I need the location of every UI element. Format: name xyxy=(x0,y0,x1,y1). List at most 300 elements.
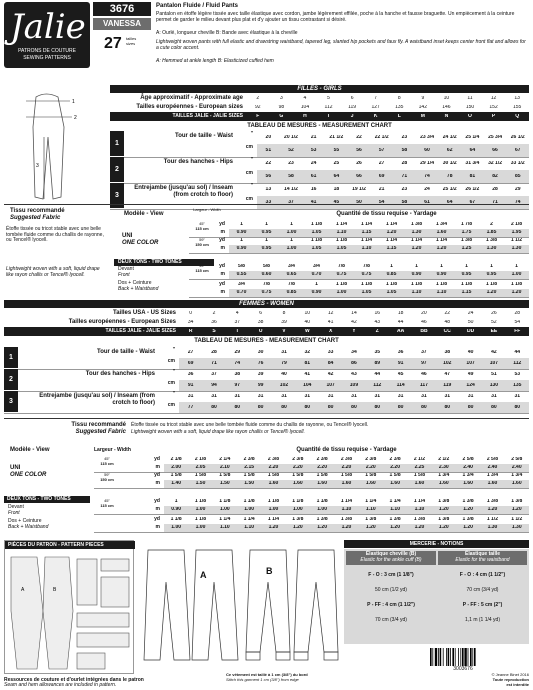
women-yard-cell: 1.10 xyxy=(341,507,352,513)
women-meas-cell: 37 xyxy=(421,349,427,355)
girls-meas-cell: 26 1/2 xyxy=(510,134,525,140)
women-yard-cell: 1 3/8 xyxy=(462,517,474,523)
women-jalie-cell: BB xyxy=(420,328,428,334)
women-meas-cell: 41 xyxy=(304,371,311,377)
girls-meas-cell: 23 xyxy=(288,160,294,166)
women-yard-cell: 2 5/8 xyxy=(486,457,498,463)
women-yard-unit: yd xyxy=(154,498,160,504)
women-yard-cell: 1 3/8 xyxy=(340,517,353,523)
women-yard-cell: 1 3/8 xyxy=(438,499,450,505)
girls-eu-cell: 142 xyxy=(418,104,427,110)
girls-yard-cell: 1.15 xyxy=(386,246,397,252)
girls-meas-cell: 22 xyxy=(265,160,272,166)
barcode-number: 3003676 xyxy=(453,666,473,672)
girls-yard-cell: 1 1/8 xyxy=(435,282,448,288)
women-meas-cell: 44 xyxy=(514,349,521,355)
women-yard-cell: 2 1/8 xyxy=(194,457,207,463)
girls-jalie-cell: M xyxy=(420,113,425,119)
girls-yard-unit: yd xyxy=(219,263,225,269)
women-meas-cell: 31 xyxy=(234,393,241,399)
women-yard-cell: 1 3/4 xyxy=(462,473,474,479)
women-us-cell: 2 xyxy=(212,310,216,316)
women-fabric-fr: Étoffe tissée ou tricot stable avec une belle tombée fluide comme du challis de rayonne, ou Tencel® lyocell. xyxy=(131,422,369,428)
women-eu-cell: 40 xyxy=(304,319,311,325)
women-yard-cell: 1.10 xyxy=(390,507,400,513)
women-meas-values xyxy=(179,380,529,391)
ankle-pff: P - FF : 4 cm (1 1/2") xyxy=(367,602,415,608)
girls-two-tones-band: DEUX TONS - TWO TONES xyxy=(114,259,214,266)
women-meas-cell: 45 xyxy=(397,371,404,377)
girls-yard-cell: 0.75 xyxy=(261,290,272,296)
girls-front-label xyxy=(118,267,134,278)
pattern-pieces-title: PIÈCES DU PATRON - PATTERN PIECES xyxy=(5,541,135,549)
women-jalie-cell: DD xyxy=(466,328,475,334)
girls-yard-cell: 7/8 xyxy=(263,282,270,288)
girls-meas-unit: cm xyxy=(245,196,253,202)
women-yard-cell: 1 3/4 xyxy=(511,473,523,479)
women-meas-cell: 80 xyxy=(421,404,427,410)
women-yard-cell: 1.20 xyxy=(438,525,449,531)
barcode-bar xyxy=(452,648,454,666)
women-yard-cell: 1.50 xyxy=(244,481,255,487)
women-yard-cell: 2 1/2 xyxy=(438,457,450,463)
women-meas-cell: 76 xyxy=(257,360,264,366)
row-divider xyxy=(94,488,529,489)
girls-yard-cell: 0.85 xyxy=(386,272,397,278)
stitch-note-en: Stitch this garment 1 cm (3/8") from edge xyxy=(226,677,299,682)
girls-meas-cell: 58 xyxy=(401,147,408,153)
women-us-cell: 0 xyxy=(189,310,193,316)
girls-meas-cell: 45 xyxy=(333,199,340,205)
view-b-label: B xyxy=(266,566,273,576)
women-meas-cell: 109 xyxy=(349,382,359,388)
women-eu-cell: 52 xyxy=(491,319,497,325)
women-section xyxy=(4,300,529,418)
girls-yard-cell: 1.25 xyxy=(461,246,472,252)
girls-yard-cell: 0.55 xyxy=(236,272,247,278)
girls-meas-cell: 20 xyxy=(265,134,272,140)
girls-jalie-sizes xyxy=(246,114,529,120)
women-eu-cell: 46 xyxy=(421,319,427,325)
girls-eu-cell: 135 xyxy=(395,104,404,110)
women-meas-cell: 107 xyxy=(489,360,499,366)
girls-jalie-cell: F xyxy=(256,113,260,119)
women-yard-cell: 1 1/2 xyxy=(486,517,498,523)
women-yard-cell: 2 1/8 xyxy=(170,457,182,463)
women-yard-cell: 2.40 xyxy=(487,465,498,471)
girls-front-fr: Devant xyxy=(118,266,134,272)
girls-meas-unit: " xyxy=(250,157,253,163)
girls-meas-cell: 64 xyxy=(333,173,340,179)
girls-uni-label: UNI xyxy=(122,233,133,239)
women-meas-cell: 29 xyxy=(234,349,241,355)
women-yard-cell: 2.30 xyxy=(438,465,449,471)
women-yard-cell: 1 1/4 xyxy=(340,499,353,505)
women-width-cell xyxy=(94,499,120,508)
girls-meas-cell: 33 1/2 xyxy=(510,160,525,166)
women-meas-cell: 102 xyxy=(443,360,452,366)
girls-yard-cell: 0.95 xyxy=(486,272,497,278)
girls-fabric-label-en: Suggested Fabric xyxy=(10,215,61,221)
girls-section xyxy=(0,84,533,214)
girls-jalie-cell: H xyxy=(303,113,307,119)
women-meas-cell: 130 xyxy=(489,382,499,388)
girls-meas-cell: 58 xyxy=(288,173,294,179)
women-meas-values xyxy=(179,402,529,413)
barcode-bar xyxy=(450,648,451,666)
women-meas-cell: 53 xyxy=(514,371,521,377)
girls-yard-cell: 1.05 xyxy=(311,246,322,252)
girls-age-cell: 8 xyxy=(397,95,401,101)
women-eu-cell: 38 xyxy=(257,319,264,325)
barcode-bar xyxy=(432,648,433,666)
women-meas-cell: 84 xyxy=(327,360,334,366)
girls-meas-cell: 41 xyxy=(310,199,317,205)
girls-yard-cell: 0.95 xyxy=(461,272,472,278)
girls-meas-cell: 20 1/2 xyxy=(284,134,298,140)
women-yard-cell: 1 5/8 xyxy=(243,473,255,479)
women-yard-values xyxy=(164,472,529,480)
pattern-pieces-illustration xyxy=(7,551,133,673)
women-yard-values xyxy=(164,524,529,532)
girls-meas-cell: 26 xyxy=(356,160,362,166)
women-yard-cell: 2.20 xyxy=(341,465,352,471)
women-yard-cell: 1.00 xyxy=(171,525,182,531)
girls-yard-unit: m xyxy=(220,229,225,235)
barcode-bar xyxy=(472,648,473,666)
girls-jalie-cell: G xyxy=(279,113,284,119)
women-meas-values xyxy=(179,347,529,358)
women-jalie-cell: T xyxy=(235,328,239,334)
girls-yard-cell: 1 xyxy=(240,222,243,228)
girls-meas-cell: 71 xyxy=(401,173,408,179)
women-meas-cell: 31 xyxy=(281,349,287,355)
women-two-tones-band: DEUX TONS - TWO TONES xyxy=(4,496,90,503)
women-us-cell: 22 xyxy=(444,310,451,316)
girls-jalie-label: TAILLES JALIE - JALIE SIZES xyxy=(172,112,243,119)
women-yard-cell: 1 1/4 xyxy=(243,517,255,523)
women-yard-cell: 1 1/8 xyxy=(292,499,304,505)
girls-age-cell: 4 xyxy=(303,95,307,101)
women-eu-cell: 39 xyxy=(281,319,287,325)
women-meas-cell: 81 xyxy=(304,360,311,366)
women-yard-cell: 1.10 xyxy=(414,507,425,513)
women-yard-cell: 1.60 xyxy=(414,481,425,487)
girls-meas-cell: 56 xyxy=(265,173,272,179)
girls-yard-cell: 1 3/8 xyxy=(460,238,473,244)
women-meas-cell: 31 xyxy=(514,393,521,399)
women-back-en: Back + Waistband xyxy=(8,523,49,530)
women-meas-cell: 80 xyxy=(467,404,474,410)
girls-age-cell: 6 xyxy=(350,95,354,101)
girls-meas-cell: 57 xyxy=(378,147,385,153)
women-meas-cell: 31 xyxy=(327,393,334,399)
girls-meas-cell: 14 1/2 xyxy=(284,186,298,192)
women-yard-values xyxy=(164,464,529,472)
women-meas-label: Tour de taille - Waist xyxy=(96,349,155,355)
women-meas-cell: 119 xyxy=(443,382,452,388)
girls-yard-cell: 1 xyxy=(465,264,468,270)
women-yard-cell: 1.30 xyxy=(511,525,522,531)
women-eu-cell: 41 xyxy=(327,319,334,325)
women-yardage-rows xyxy=(94,456,529,536)
women-meas-cell: 86 xyxy=(351,360,357,366)
girls-yard-cell: 3/4 xyxy=(313,264,320,270)
women-width: 59" xyxy=(104,472,110,477)
women-yard-cell: 1.10 xyxy=(219,525,230,531)
women-yard-cell: 1 3/8 xyxy=(389,517,401,523)
barcode-bar xyxy=(446,648,447,666)
women-meas-cell: 31 xyxy=(374,393,381,399)
girls-meas-cell: 64 xyxy=(446,199,453,205)
girls-yard-cell: 1.30 xyxy=(511,246,522,252)
girls-meas-cell: 74 xyxy=(424,173,430,179)
women-meas-cell: 135 xyxy=(513,382,522,388)
girls-meas-unit: " xyxy=(250,183,253,189)
girls-yard-unit: m xyxy=(220,289,225,295)
seam-note-fr: Ressources de couture et d'ourlet intégrées dans le patron xyxy=(4,677,144,683)
girls-meas-cell: 24 1/2 xyxy=(442,134,457,140)
girls-chart-title: TABLEAU DE MESURES - MEASUREMENT CHART xyxy=(247,123,392,129)
women-yard-cell: 1.60 xyxy=(511,481,522,487)
women-yard-cell: 1.20 xyxy=(317,525,327,531)
girls-yard-cell: 1 xyxy=(515,264,518,270)
women-yard-cell: 1 3/8 xyxy=(511,499,523,505)
women-width-label: Largeur - Width xyxy=(94,447,131,453)
women-uni-label: UNI xyxy=(10,465,21,471)
girls-width-label: Largeur - Width xyxy=(193,207,221,212)
girls-yard-cell: 1 xyxy=(290,222,293,228)
girls-meas-cell: 66 xyxy=(356,173,362,179)
garment-views-illustration xyxy=(138,542,350,666)
french-description: Pantalon en étoffe légère tissée avec taille élastique avec cordon, jambe légèrement effilée, poche à la hanche et fausse braguette. Un empiècement à la ceinture permet de garder le milieu devant plus plat et d'y ajouter un tissu contrastant si désiré. xyxy=(156,11,515,23)
barcode-bar xyxy=(468,648,469,666)
girls-yard-cell: 1 1/8 xyxy=(335,238,348,244)
women-yard-cell: 1 3/8 xyxy=(486,499,498,505)
girls-yard-cell: 1 1/8 xyxy=(335,282,348,288)
girls-yard-cell: 1.20 xyxy=(486,290,497,296)
women-meas-cell: 80 xyxy=(304,404,311,410)
row-divider xyxy=(189,253,529,254)
girls-yard-values xyxy=(229,271,529,279)
women-yard-cell: 1 1/8 xyxy=(219,499,231,505)
women-yard-cell: 1 5/8 xyxy=(340,473,353,479)
header xyxy=(4,2,529,84)
barcode-bar xyxy=(443,648,444,666)
girls-yard-unit: yd xyxy=(219,237,225,243)
women-yard-unit: yd xyxy=(154,516,160,522)
women-back-label xyxy=(8,519,48,530)
notions-title: MERCERIE - NOTIONS xyxy=(344,540,529,548)
logo-sub-fr: PATRONS DE COUTURE xyxy=(18,48,76,54)
girls-meas-cell: 25 xyxy=(333,160,340,166)
girls-meas-unit: " xyxy=(250,131,253,137)
women-yard-cell: 1 3/8 xyxy=(438,517,450,523)
girls-yard-cell: 1 1/8 xyxy=(485,282,498,288)
women-yard-cell: 1.20 xyxy=(390,525,400,531)
barcode-bar xyxy=(464,648,466,666)
girls-eu-cell: 155 xyxy=(512,104,522,110)
women-us-cell: 18 xyxy=(397,310,404,316)
barcode-bar xyxy=(470,648,472,666)
girls-meas-unit: cm xyxy=(245,144,253,150)
svg-text:B: B xyxy=(53,587,57,593)
women-meas-cell: 91 xyxy=(187,382,194,388)
girls-meas-cell: 61 xyxy=(310,173,317,179)
girls-eu-cell: 112 xyxy=(324,104,333,110)
girls-eu-cell: 104 xyxy=(300,104,310,110)
girls-meas-values xyxy=(257,183,529,196)
women-yard-cell: 2 3/8 xyxy=(340,457,353,463)
girls-back-en: Back + Waistband xyxy=(118,285,159,292)
girls-jalie-cell: K xyxy=(373,113,378,119)
girls-meas-cell: 82 xyxy=(492,173,498,179)
women-yard-cell: 1.20 xyxy=(511,507,522,513)
girls-yard-values xyxy=(229,221,529,229)
girls-width-cm: 115 cm xyxy=(195,267,209,273)
girls-yard-values xyxy=(229,281,529,289)
girls-age-cell: 7 xyxy=(374,95,378,101)
girls-meas-cell: 29 1/4 xyxy=(420,160,434,166)
women-eu-cell: 43 xyxy=(374,319,381,325)
girls-age-cell: 11 xyxy=(467,95,473,101)
girls-eu-sizes xyxy=(246,105,529,111)
women-meas-label: Entrejambe (jusqu'au sol) / Inseam (from crotch to floor) xyxy=(39,393,155,406)
women-jalie-cell: CC xyxy=(443,328,451,334)
pattern-number: 3676 xyxy=(93,2,151,16)
women-yard-cell: 1 1/4 xyxy=(267,517,280,523)
women-yard-cell: 2 1/4 xyxy=(219,457,231,463)
ankle-fo-alt: 50 cm (1/2 yd) xyxy=(375,587,407,593)
women-yard-cell: 1.00 xyxy=(317,507,327,513)
women-meas-cell: 31 xyxy=(187,393,194,399)
women-yard-cell: 1 3/8 xyxy=(413,517,425,523)
women-meas-cell: 71 xyxy=(211,360,217,366)
women-yard-cell: 1.10 xyxy=(244,525,255,531)
girls-yard-cell: 1 1/8 xyxy=(460,282,473,288)
girls-yard-cell: 1.30 xyxy=(486,246,497,252)
girls-meas-cell: 24 xyxy=(424,186,430,192)
women-yard-unit: yd xyxy=(154,456,160,462)
women-yard-cell: 1 5/8 xyxy=(292,473,304,479)
women-yard-cell: 1.10 xyxy=(365,507,376,513)
girls-meas-values xyxy=(257,170,529,183)
women-eu-cell: 54 xyxy=(514,319,521,325)
girls-age-cell: 9 xyxy=(421,95,425,101)
girls-yard-values xyxy=(229,229,529,237)
girls-yard-cell: 1 3/8 xyxy=(485,238,498,244)
women-meas-cell: 47 xyxy=(444,371,451,377)
girls-eu-cell: 146 xyxy=(442,104,451,110)
women-yard-cell: 2 3/8 xyxy=(243,457,255,463)
girls-meas-cell: 67 xyxy=(514,147,521,153)
women-yard-cell: 1.50 xyxy=(219,481,230,487)
girls-meas-cell: 22 xyxy=(356,134,362,140)
women-meas-values xyxy=(179,391,529,402)
girls-meas-cell: 51 xyxy=(265,147,272,153)
girls-meas-cell: 26 1/2 xyxy=(465,186,480,192)
women-jalie-cell: W xyxy=(304,328,310,334)
waist-elastic-en: Elastic for the waistband xyxy=(455,556,510,563)
women-meas-cell: 46 xyxy=(421,371,427,377)
row-divider xyxy=(4,413,529,414)
girls-meas-cell: 32 1/2 xyxy=(488,160,502,166)
women-yard-cell: 1.30 xyxy=(487,525,498,531)
women-yard-cell: 2 5/8 xyxy=(462,457,474,463)
girls-eu-cell: 150 xyxy=(465,104,475,110)
waist-elastic-fr: Élastique taille xyxy=(464,551,500,557)
row-divider xyxy=(189,279,529,280)
women-yard-cell: 1.50 xyxy=(195,481,206,487)
svg-text:A: A xyxy=(21,587,25,593)
girls-yard-cell: 1 xyxy=(415,264,418,270)
women-yard-cell: 1 3/8 xyxy=(316,517,328,523)
women-yard-cell: 1.60 xyxy=(268,481,279,487)
girls-yard-cell: 1 1/4 xyxy=(360,238,373,244)
girls-meas-cell: 71 xyxy=(492,199,498,205)
girls-yard-cell: 3/4 xyxy=(288,264,295,270)
rights-2: est interdite xyxy=(506,682,529,687)
girls-yard-cell: 1.75 xyxy=(461,230,472,236)
women-meas-cell: 39 xyxy=(257,371,264,377)
women-yard-unit: m xyxy=(155,506,160,512)
women-yard-cell: 2.20 xyxy=(292,465,303,471)
girls-fabric-label: Tissu recommandé xyxy=(10,208,65,214)
girls-meas-values xyxy=(257,157,529,170)
women-eu-cell: 42 xyxy=(351,319,357,325)
barcode-bar xyxy=(455,648,456,666)
women-eu-cell: 50 xyxy=(467,319,474,325)
women-jalie-cell: FF xyxy=(514,328,521,334)
women-yard-cell: 1 5/8 xyxy=(219,473,231,479)
girls-meas-cell: 19 1/2 xyxy=(352,186,366,192)
women-width-cm: 115 cm xyxy=(100,460,114,466)
women-jalie-cell: V xyxy=(282,328,286,334)
women-meas-cell: 38 xyxy=(234,371,241,377)
girls-yard-cell: 1 1/4 xyxy=(385,222,398,228)
girls-meas-values xyxy=(257,144,529,157)
women-meas-cell: 31 xyxy=(257,393,264,399)
girls-yard-cell: 1 3/4 xyxy=(435,222,448,228)
girls-yard-unit: m xyxy=(220,245,225,251)
women-meas-cell: 80 xyxy=(281,404,287,410)
women-yardage-title: Quantité de tissu requise - Yardage xyxy=(296,447,397,453)
girls-meas-cell: 74 xyxy=(514,199,521,205)
copyright: © Jeanne Binet 2016 xyxy=(491,672,529,677)
pattern-name: VANESSA xyxy=(93,18,151,30)
women-meas-cell: 112 xyxy=(513,360,522,366)
women-yard-cell: 1 5/8 xyxy=(365,473,377,479)
barcode-bar xyxy=(462,648,464,666)
girls-meas-num: 1 xyxy=(110,131,124,156)
women-yard-cell: 2 5/8 xyxy=(511,457,523,463)
women-meas-cell: 94 xyxy=(211,382,217,388)
girls-meas-cell: 61 xyxy=(424,199,430,205)
women-meas-unit: cm xyxy=(167,358,175,364)
women-meas-cell: 42 xyxy=(491,349,497,355)
women-yard-cell: 1.60 xyxy=(390,481,400,487)
girls-yard-cell: 0.90 xyxy=(436,272,447,278)
women-yard-cell: 1 3/4 xyxy=(438,473,450,479)
girls-meas-cell: 64 xyxy=(469,147,476,153)
girls-meas-cell: 16 xyxy=(310,186,317,192)
girls-front-en: Front xyxy=(118,271,130,278)
women-meas-cell: 34 xyxy=(351,349,357,355)
logo-text: Jalie xyxy=(10,7,86,47)
women-meas-cell: 51 xyxy=(491,371,497,377)
women-yard-unit: yd xyxy=(154,472,160,478)
girls-meas-cell: 23 xyxy=(401,186,408,192)
